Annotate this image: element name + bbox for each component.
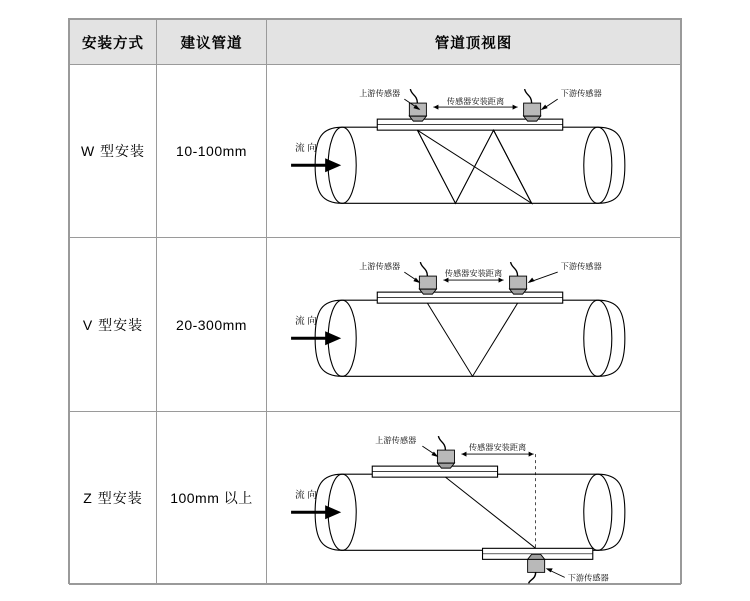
flow-arrow-icon [291, 505, 341, 519]
upstream-label: 上游传感器 [359, 89, 401, 99]
column-header-method: 安装方式 [70, 20, 157, 65]
method-label-z: Z 型安装 [70, 411, 157, 584]
downstream-label: 下游传感器 [560, 262, 602, 272]
column-header-topview: 管道顶视图 [267, 20, 681, 65]
downstream-sensor-icon [510, 262, 527, 294]
method-label-w: W 型安装 [70, 65, 157, 238]
w-mount-diagram [267, 65, 680, 237]
upstream-sensor-icon [437, 436, 454, 468]
range-label-z: 100mm 以上 [157, 411, 267, 584]
flow-label: 流 向 [295, 490, 317, 502]
diagram-cell-w [267, 65, 681, 238]
z-mount-diagram [267, 412, 680, 584]
diagram-cell-z [267, 411, 681, 584]
upstream-label: 上游传感器 [359, 262, 401, 272]
upstream-sensor-icon [409, 89, 426, 121]
table-row [70, 411, 681, 584]
spacing-label: 传感器安装距离 [446, 97, 505, 107]
table-row [70, 65, 681, 238]
spacing-label: 传感器安装距离 [468, 442, 527, 452]
upstream-sensor-icon [419, 262, 436, 294]
downstream-label: 下游传感器 [567, 573, 609, 583]
installation-table-container [68, 18, 682, 584]
upstream-label: 上游传感器 [375, 435, 417, 445]
method-label-v: V 型安装 [70, 238, 157, 411]
flow-arrow-icon [291, 158, 341, 172]
flow-label: 流 向 [295, 316, 317, 328]
flow-arrow-icon [291, 332, 341, 346]
installation-table [69, 19, 681, 585]
table-header-row [70, 20, 681, 65]
downstream-sensor-icon [524, 89, 541, 121]
downstream-label: 下游传感器 [560, 89, 602, 99]
range-label-w: 10-100mm [157, 65, 267, 238]
column-header-pipe-range: 建议管道 [157, 20, 267, 65]
spacing-label: 传感器安装距离 [444, 269, 503, 279]
v-mount-diagram [267, 238, 680, 410]
diagram-cell-v [267, 238, 681, 411]
flow-label: 流 向 [295, 143, 317, 155]
downstream-sensor-icon [528, 554, 545, 583]
range-label-v: 20-300mm [157, 238, 267, 411]
table-row [70, 238, 681, 411]
